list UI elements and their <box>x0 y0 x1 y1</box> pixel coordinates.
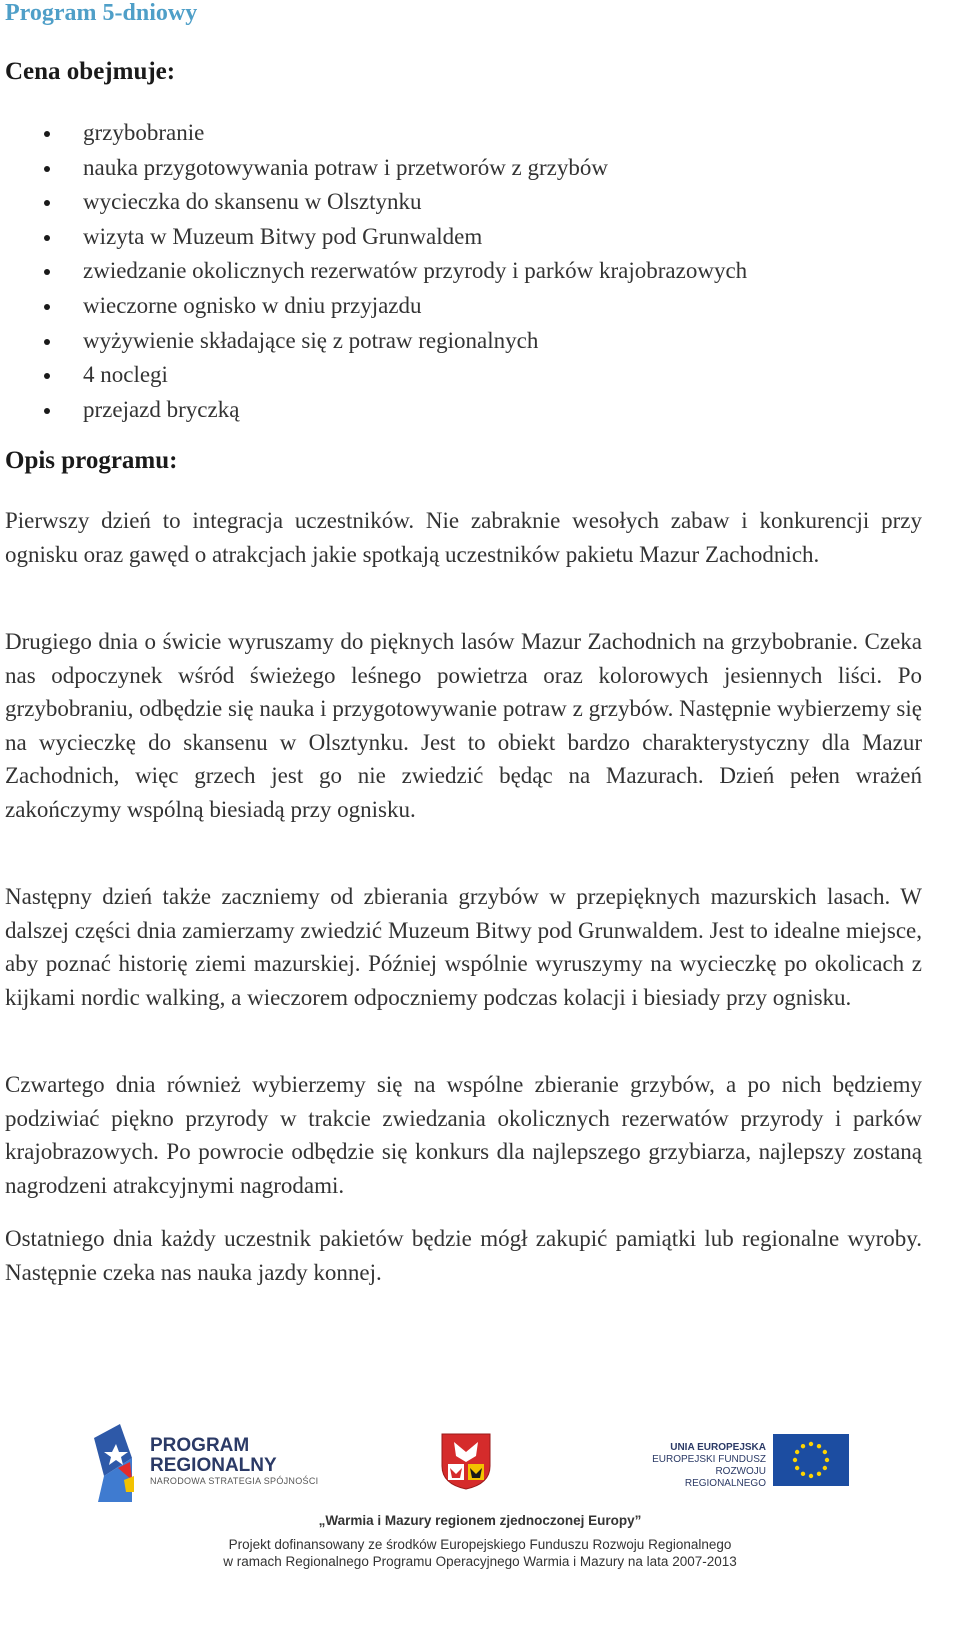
paragraph-day-1: Pierwszy dzień to integracja uczestników. Nie zabraknie wesołych zabaw i konkurencji przy ognisku oraz gawęd o atrakcjach jakie spotkają uczestników pakietu Mazur Zachodnich. <box>5 508 922 567</box>
eu-star-icon <box>795 1450 799 1454</box>
program-logo-tagline: NARODOWA STRATEGIA SPÓJNOŚCI <box>150 1476 319 1486</box>
eu-star-icon <box>801 1444 805 1448</box>
program-logo-name: PROGRAM REGIONALNY <box>150 1435 277 1476</box>
eu-logo-text: UNIA EUROPEJSKA EUROPEJSKI FUNDUSZ ROZWOJU REGIONALNEGO <box>652 1442 766 1489</box>
eu-star-icon <box>795 1466 799 1470</box>
list-item: 4 noclegi <box>40 358 747 393</box>
list-item: wizyta w Muzeum Bitwy pod Grunwaldem <box>40 220 747 255</box>
bullet-icon <box>44 304 50 310</box>
eu-star-icon <box>801 1472 805 1476</box>
price-list <box>40 116 747 427</box>
eu-star-icon <box>809 1474 813 1478</box>
eu-star-icon <box>817 1472 821 1476</box>
list-item: zwiedzanie okolicznych rezerwatów przyrody i parków krajobrazowych <box>40 254 747 289</box>
paragraph-day-2: Drugiego dnia o świcie wyruszamy do pięknych lasów Mazur Zachodnich na grzybobranie. Czeka nas odpoczynek wśród świeżego leśnego powietrza oraz kolorowych jesiennych liści. Po grzybobraniu, odbędzie się nauka i przygotowywanie potraw z grzybów. Następnie wybierzemy się na wycieczkę do skansenu w Olsztynku. Jest to obiekt bardzo charakterystyczny dla Mazur Zachodnich, więc grzech jest go nie zwiedzić będąc na Mazurach. Dzień pełen wrażeń zakończymy wspólną biesiadą przy ognisku. <box>5 629 922 822</box>
eu-star-icon <box>793 1458 797 1462</box>
bullet-icon <box>44 131 50 137</box>
program-regionalny-emblem-icon <box>88 1418 140 1504</box>
paragraph-day-5: Ostatniego dnia każdy uczestnik pakietów będzie mógł zakupić pamiątki lub regionalne wyroby. Następnie czeka nas nauka jazdy konnej. <box>5 1226 922 1285</box>
price-heading: Cena obejmuje: <box>5 58 176 85</box>
eu-star-icon <box>817 1444 821 1448</box>
list-item: grzybobranie <box>40 116 747 151</box>
bullet-icon <box>44 166 50 172</box>
paragraph-day-3: Następny dzień także zaczniemy od zbierania grzybów w przepięknych mazurskich lasach. W dalszej części dnia zamierzamy zwiedzić Muzeum Bitwy pod Grunwaldem. Jest to idealne miejsce, aby poznać historię ziemi mazurskiej. Później wspólnie wyruszymy na wycieczkę po okolicach z kijkami nordic walking, a wieczorem odpoczniemy podczas kolacji i biesiady przy ognisku. <box>5 884 922 1010</box>
list-item: wieczorne ognisko w dniu przyjazdu <box>40 289 747 324</box>
page-title: Program 5-dniowy <box>5 0 198 26</box>
footer-motto: „Warmia i Mazury regionem zjednoczonej Europy” <box>318 1513 642 1528</box>
bullet-icon <box>44 373 50 379</box>
footer-funding-note: Projekt dofinansowany ze środków Europejskiego Funduszu Rozwoju Regionalnego w ramach Regionalnego Programu Operacyjnego Warmia i Mazury na lata 2007-2013 <box>223 1537 737 1569</box>
eu-star-icon <box>823 1450 827 1454</box>
list-item: wycieczka do skansenu w Olsztynku <box>40 185 747 220</box>
bullet-icon <box>44 269 50 275</box>
paragraph-day-4: Czwartego dnia również wybierzemy się na wspólne zbieranie grzybów, a po nich będziemy podziwiać piękno przyrody w trakcie zwiedzania okolicznych rezerwatów przyrody i parków krajobrazowych. Po powrocie odbędzie się konkurs dla najlepszego grzybiarza, najlepszy zostaną nagrodzeni atrakcyjnymi nagrodami. <box>5 1072 922 1198</box>
program-heading: Opis programu: <box>5 447 178 474</box>
list-item: wyżywienie składające się z potraw regionalnych <box>40 324 747 359</box>
bullet-icon <box>44 339 50 345</box>
list-item: nauka przygotowywania potraw i przetworów z grzybów <box>40 151 747 186</box>
bullet-icon <box>44 408 50 414</box>
eu-flag-icon <box>773 1434 849 1486</box>
eu-star-icon <box>825 1458 829 1462</box>
bullet-icon <box>44 235 50 241</box>
warmia-mazury-crest-icon <box>440 1432 492 1490</box>
program-regionalny-logo <box>88 1418 328 1508</box>
eu-star-icon <box>809 1442 813 1446</box>
footer-logos <box>0 1410 960 1628</box>
eu-star-icon <box>823 1466 827 1470</box>
list-item: przejazd bryczką <box>40 393 747 428</box>
bullet-icon <box>44 200 50 206</box>
